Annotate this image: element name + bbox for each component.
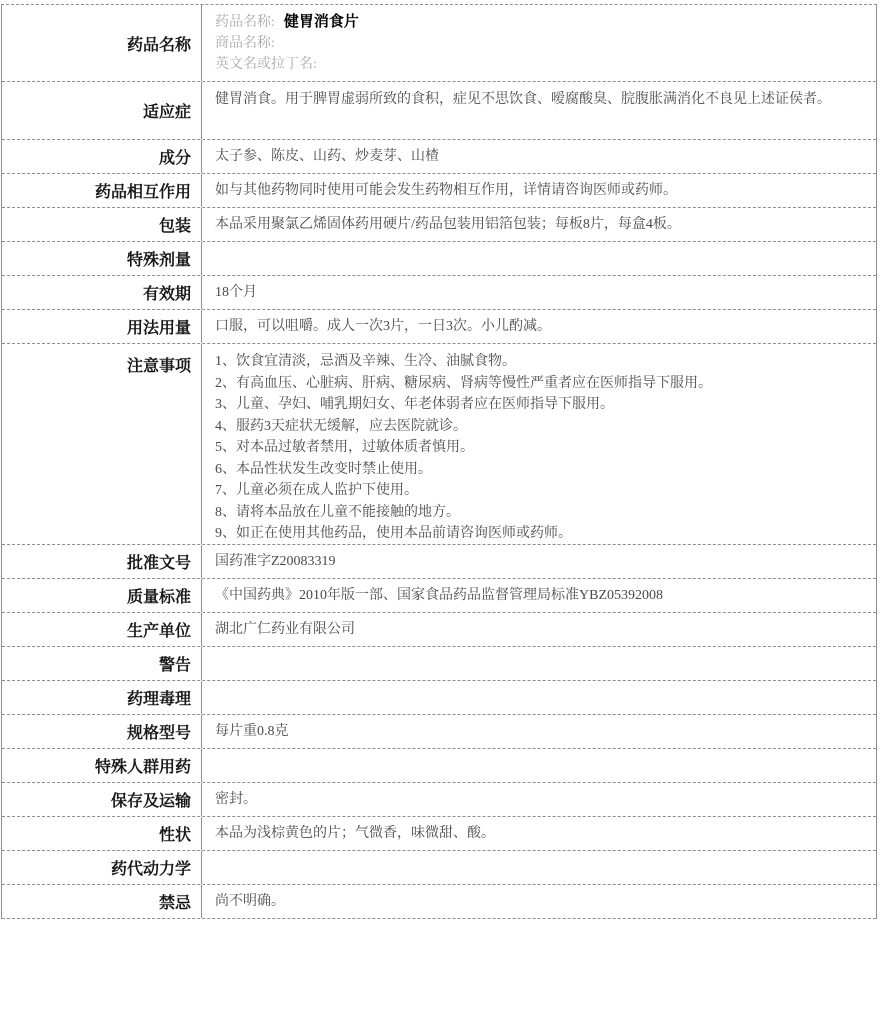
table-row-packaging <box>2 208 876 242</box>
table-row-properties <box>2 817 876 851</box>
precaution-line: 1、饮食宜清淡，忌酒及辛辣、生冷、油腻食物。 <box>215 354 516 369</box>
field-value: 口服，可以咀嚼。成人一次3片，一日3次。小儿酌减。 <box>215 318 551 334</box>
english-name-line <box>215 54 858 75</box>
table-row-drug-name <box>2 5 876 82</box>
field-label: 规格型号 <box>2 715 202 748</box>
sub-field-label: 药品名称: <box>215 14 275 30</box>
table-row-contraindications <box>2 885 876 919</box>
drug-name-value: 健胃消食片 <box>283 13 359 30</box>
field-value <box>202 681 876 714</box>
field-value: 健胃消食。用于脾胃虚弱所致的食积，症见不思饮食、嗳腐酸臭、脘腹胀满消化不良见上述证侯者。 <box>215 92 831 107</box>
field-label: 特殊剂量 <box>2 242 202 275</box>
field-value: 18个月 <box>215 284 257 300</box>
table-row-special-dosage <box>2 242 876 276</box>
field-label: 警告 <box>2 647 202 680</box>
sub-field-label: 英文名或拉丁名: <box>215 56 317 72</box>
field-value: 密封。 <box>215 791 257 807</box>
field-value <box>202 344 876 544</box>
field-value: 如与其他药物同时使用可能会发生药物相互作用，详情请咨询医师或药师。 <box>215 182 677 198</box>
field-label: 生产单位 <box>2 613 202 646</box>
table-row-precautions <box>2 344 876 545</box>
table-row-manufacturer <box>2 613 876 647</box>
field-label: 注意事项 <box>2 344 202 544</box>
table-row-quality-standard <box>2 579 876 613</box>
drug-info-table <box>1 4 877 919</box>
field-value: 湖北广仁药业有限公司 <box>215 621 355 637</box>
field-label: 药代动力学 <box>2 851 202 884</box>
table-row-specification <box>2 715 876 749</box>
field-label: 有效期 <box>2 276 202 309</box>
precaution-line: 7、儿童必须在成人监护下使用。 <box>215 483 418 498</box>
table-row-ingredients <box>2 140 876 174</box>
field-label: 包装 <box>2 208 202 241</box>
sub-field-label: 商品名称: <box>215 35 275 51</box>
table-row-storage-transport <box>2 783 876 817</box>
field-value <box>202 749 876 782</box>
field-value: 《中国药典》2010年版一部、国家食品药品监督管理局标准YBZ05392008 <box>215 587 663 603</box>
table-row-pharmacokinetics <box>2 851 876 885</box>
precaution-line: 3、儿童、孕妇、哺乳期妇女、年老体弱者应在医师指导下服用。 <box>215 397 614 412</box>
field-label: 性状 <box>2 817 202 850</box>
precaution-line: 6、本品性状发生改变时禁止使用。 <box>215 461 432 477</box>
table-row-approval-number <box>2 545 876 579</box>
field-value: 国药准字Z20083319 <box>215 553 336 569</box>
field-value <box>202 5 876 81</box>
field-value <box>202 647 876 680</box>
field-label: 用法用量 <box>2 310 202 343</box>
table-row-interactions <box>2 174 876 208</box>
field-label: 成分 <box>2 140 202 173</box>
field-value <box>202 242 876 275</box>
table-row-pharmacology-toxicology <box>2 681 876 715</box>
precaution-line: 8、请将本品放在儿童不能接触的地方。 <box>215 504 460 520</box>
field-label: 适应症 <box>2 82 202 139</box>
field-label: 保存及运输 <box>2 783 202 816</box>
trade-name-line <box>215 33 858 54</box>
field-value: 本品为浅棕黄色的片；气微香，味微甜、酸。 <box>215 825 495 841</box>
table-row-indications <box>2 82 876 140</box>
table-row-validity <box>2 276 876 310</box>
field-value: 太子参、陈皮、山药、炒麦芽、山楂 <box>215 148 439 164</box>
field-label: 药品相互作用 <box>2 174 202 207</box>
precaution-line: 2、有高血压、心脏病、肝病、糖尿病、肾病等慢性严重者应在医师指导下服用。 <box>215 375 712 391</box>
field-value: 本品采用聚氯乙烯固体药用硬片/药品包装用铝箔包装；每板8片，每盒4板。 <box>215 216 681 232</box>
table-row-warning <box>2 647 876 681</box>
precaution-line: 5、对本品过敏者禁用，过敏体质者慎用。 <box>215 440 474 455</box>
field-label: 特殊人群用药 <box>2 749 202 782</box>
precaution-line: 9、如正在使用其他药品，使用本品前请咨询医师或药师。 <box>215 526 572 541</box>
table-row-dosage <box>2 310 876 344</box>
field-label: 药品名称 <box>2 5 202 81</box>
field-label: 批准文号 <box>2 545 202 578</box>
field-label: 禁忌 <box>2 885 202 918</box>
field-value <box>202 851 876 884</box>
field-label: 药理毒理 <box>2 681 202 714</box>
field-value: 尚不明确。 <box>215 893 285 909</box>
field-label: 质量标准 <box>2 579 202 612</box>
drug-name-line <box>215 12 858 33</box>
table-row-special-population <box>2 749 876 783</box>
field-value: 每片重0.8克 <box>215 723 289 739</box>
precaution-line: 4、服药3天症状无缓解，应去医院就诊。 <box>215 418 467 434</box>
